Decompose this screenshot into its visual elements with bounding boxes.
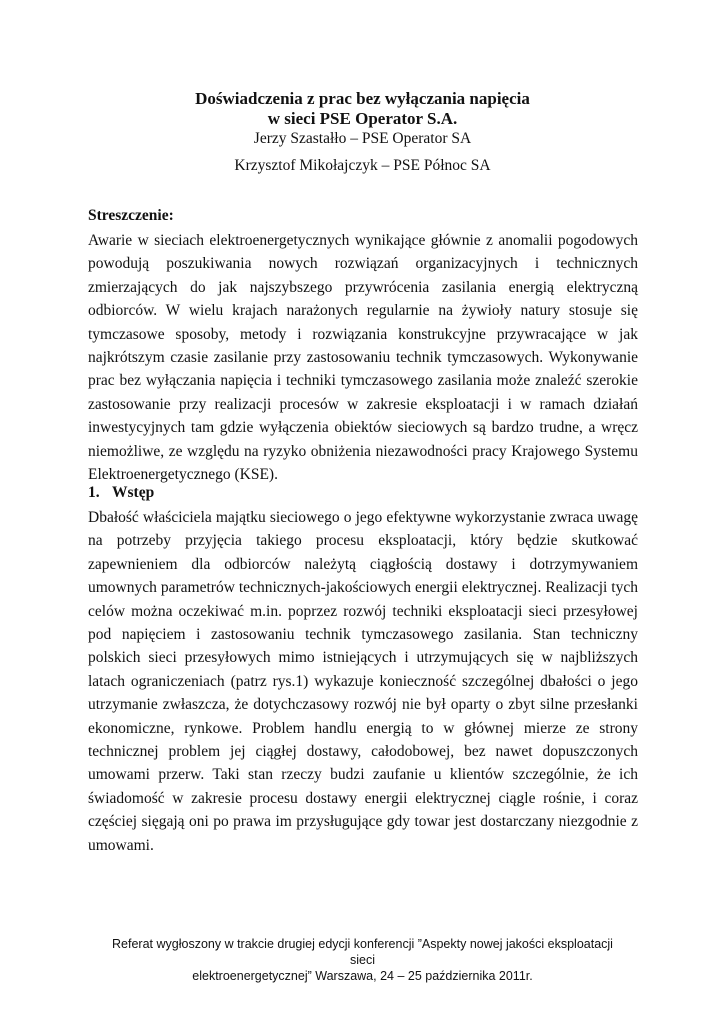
paper-title-line-1: Doświadczenia z prac bez wyłączania napięcia [195, 89, 530, 108]
page-footer [100, 936, 625, 984]
abstract-heading: Streszczenie: [88, 207, 174, 224]
author-1: Jerzy Szastałło – PSE Operator SA [253, 130, 472, 147]
footer-line-1: Referat wygłoszony w trakcie drugiej edycji konferencji ”Aspekty nowej jakości eksploatacji sieci [112, 937, 613, 967]
paper-title-line-2: w sieci PSE Operator S.A. [267, 109, 458, 128]
footer-line-2: elektroenergetycznej” Warszawa, 24 – 25 października 2011r. [192, 969, 533, 983]
section-1-number: 1. [88, 484, 100, 501]
section-1-title: Wstęp [112, 484, 155, 501]
abstract-text: Awarie w sieciach elektroenergetycznych wynikające głównie z anomalii pogodowych powodują poszukiwania nowych rozwiązań organizacyjnych i technicznych zmierzających do jak najszybszego przywrócenia zasilania energią elektryczną odbiorców. W wielu krajach narażonych regularnie na żywioły natury stosuje się tymczasowe sposoby, metody i rozwiązania konstrukcyjne przywracające w jak najkrótszym czasie zasilanie przy zastosowaniu technik tymczasowych. Wykonywanie prac bez wyłączania napięcia i techniki tymczasowego zasilania może znaleźć szerokie zastosowanie przy realizacji procesów w zakresie eksploatacji i w ramach działań inwestycyjnych tam gdzie wyłączenia obiektów sieciowych są bardzo trudne, a wręcz niemożliwe, ze względu na ryzyko obniżenia niezawodności pracy Krajowego Systemu Elektroenergetycznego (KSE). [88, 232, 638, 484]
section-1-text: Dbałość właściciela majątku sieciowego o jego efektywne wykorzystanie zwraca uwagę na potrzeby przyjęcia takiego procesu eksploatacji, który będzie skutkować zapewnieniem dla odbiorców należytą ciągłością dostawy i dotrzymywaniem umownych parametrów technicznych-jakościowych energii elektrycznej. Realizacji tych celów można oczekiwać m.in. poprzez rozwój techniki eksploatacji sieci przesyłowej pod napięciem i zastosowaniu technik tymczasowego zasilania. Stan techniczny polskich sieci przesyłowych mimo istniejących i utrzymujących się w najbliższych latach ograniczeniach (patrz rys.1) wykazuje konieczność szczególnej dbałości o jego utrzymanie zwłaszcza, że dotychczasowy rozwój nie był oparty o zbyt silne przesłanki ekonomiczne, rynkowe. Problem handlu energią to w głównej mierze ze strony technicznej problem jej ciągłej dostawy, całodobowej, bez nawet dopuszczonych umowami przerw. Taki stan rzeczy budzi zaufanie u klientów szczególnie, że ich świadomość w zakresie procesu dostawy energii elektrycznej ciągle rośnie, i coraz częściej sięgają oni po prawa im przysługujące gdy towar jest dostarczany niezgodnie z umowami. [88, 509, 638, 854]
author-2: Krzysztof Mikołajczyk – PSE Północ SA [234, 157, 491, 174]
section-1-heading [88, 484, 154, 502]
